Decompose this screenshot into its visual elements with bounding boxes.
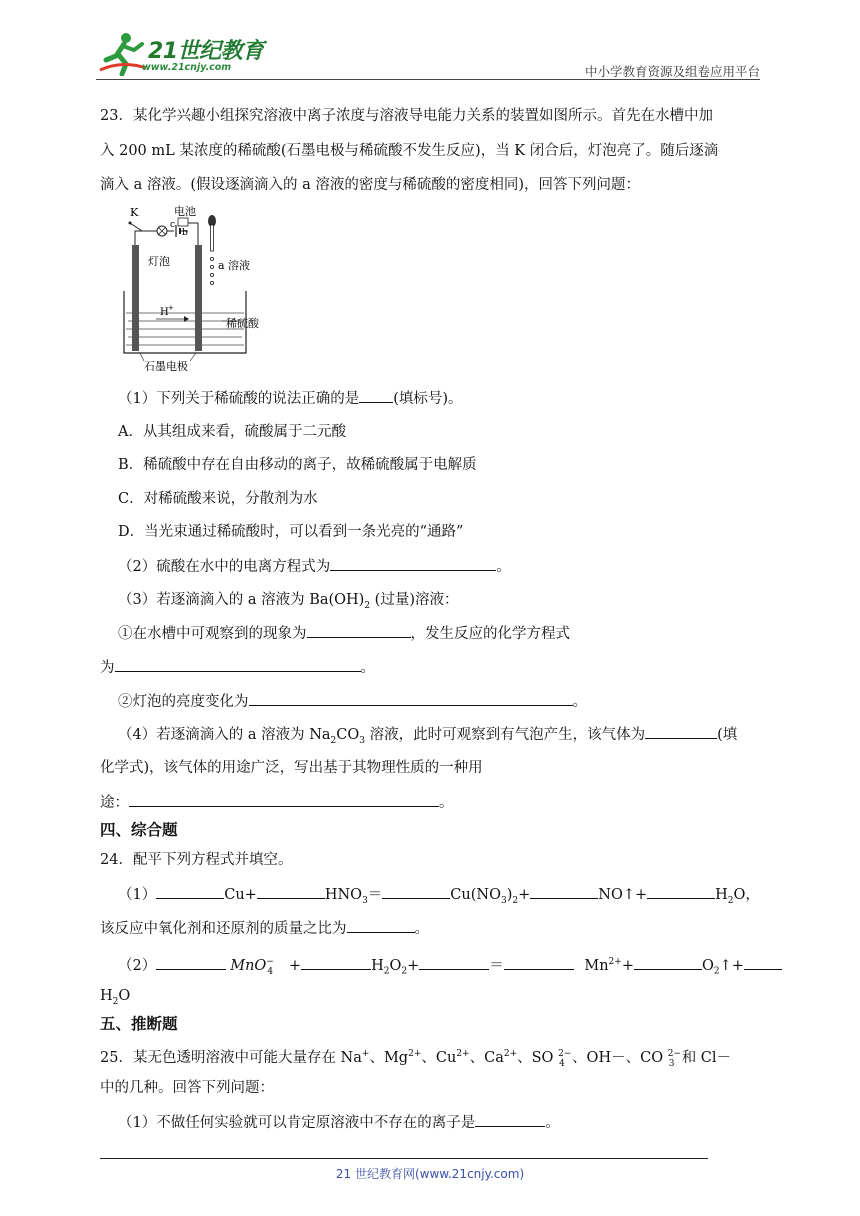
fig-label-c: c	[170, 220, 176, 230]
coefficient-blank[interactable]	[257, 884, 325, 899]
logo-text: 21世纪教育	[148, 39, 264, 64]
answer-blank[interactable]	[115, 657, 361, 672]
q23-line2: 入 200 mL 某浓度的稀硫酸(石墨电极与稀硫酸不发生反应)，当 K 闭合后，灯泡亮了。随后逐滴	[100, 143, 719, 159]
fig-label-h-charge: +	[168, 304, 174, 312]
answer-blank[interactable]	[475, 1112, 545, 1127]
fig-label-battery: 电池	[174, 205, 196, 218]
answer-blank[interactable]	[307, 623, 411, 638]
footer-divider	[100, 1158, 708, 1159]
q23-part4: （4）若逐滴滴入的 a 溶液为 $Na_2CO_3$ 溶液，此时可观察到有气泡产生，该气体为 (填	[118, 724, 737, 751]
q23-part3-1-cont: 为 。	[100, 657, 375, 678]
q25-part1: （1）不做任何实验就可以肯定原溶液中不存在的离子是 。	[118, 1112, 560, 1133]
option-a: A．从其组成来看，硫酸属于二元酸	[118, 424, 346, 440]
coefficient-blank[interactable]	[504, 955, 574, 970]
runner-icon	[96, 30, 148, 76]
answer-blank[interactable]	[359, 388, 393, 403]
answer-blank[interactable]	[347, 918, 415, 933]
q25-line2: 中的几种。回答下列问题：	[100, 1080, 274, 1096]
coefficient-blank[interactable]	[156, 884, 224, 899]
option-c: C．对稀硫酸来说，分散剂为水	[118, 491, 318, 507]
fig-label-bulb: 灯泡	[148, 255, 170, 268]
q23-part4-line2: 化学式)，该气体的用途广泛，写出基于其物理性质的一种用	[100, 760, 483, 776]
q23-part3: （3）若逐滴滴入的 a 溶液为 $Ba(OH)_2$ (过量)溶液：	[118, 592, 459, 611]
coefficient-blank[interactable]	[634, 955, 702, 970]
fig-label-acid: 稀硫酸	[226, 317, 259, 330]
coefficient-blank[interactable]	[530, 884, 598, 899]
q23-part1: （1）下列关于稀硫酸的说法正确的是 (填标号)。	[118, 388, 463, 409]
fig-label-h-ion: H	[160, 307, 169, 318]
conductivity-apparatus-diagram	[118, 203, 278, 375]
logo-url: www.21cnjy.com	[142, 62, 232, 73]
header-divider	[96, 79, 760, 80]
q23-part2: （2）硫酸在水中的电离方程式为 。	[118, 556, 511, 577]
coefficient-blank[interactable]	[382, 884, 450, 899]
option-b: B．稀硫酸中存在自由移动的离子，故稀硫酸属于电解质	[118, 457, 477, 473]
answer-blank[interactable]	[330, 556, 496, 571]
q25-stem: 25．某无色透明溶液中可能大量存在 Na+、$Mg^{2+}$、$Cu^{2+}$、$Ca^{2+}$、SO 2− 4 、OH－、CO 2− 3 和 Cl－	[100, 1049, 732, 1069]
coefficient-blank[interactable]	[301, 955, 371, 970]
answer-blank[interactable]	[645, 724, 717, 739]
q24-stem: 24．配平下列方程式并填空。	[100, 852, 293, 868]
fig-label-electrode: 石墨电极	[144, 360, 188, 373]
q23-part4-line3: 途： 。	[100, 792, 454, 813]
site-logo	[96, 30, 266, 78]
footer-link[interactable]: 21 世纪教育网(www.21cnjy.com)	[335, 1167, 525, 1181]
page-header	[96, 30, 760, 80]
answer-blank[interactable]	[129, 792, 439, 807]
q24-equation2: （2） MnO − 4 + $H_2O_2+ = Mn^{2+}+$ $O_2↑+$	[118, 952, 782, 982]
section-heading-5: 五、推断题	[100, 1015, 178, 1033]
fig-label-k: K	[130, 206, 139, 219]
fig-label-a-solution: a 溶液	[218, 259, 251, 272]
q24-equation2-line2: $H_2O$	[100, 988, 131, 1007]
fig-label-b: b	[182, 228, 188, 238]
coefficient-blank[interactable]	[647, 884, 715, 899]
coefficient-blank[interactable]	[744, 955, 782, 970]
q23-line3: 滴入 a 溶液。(假设逐滴滴入的 a 溶液的密度与稀硫酸的密度相同)，回答下列问题：	[100, 177, 641, 193]
platform-label: 中小学教育资源及组卷应用平台	[584, 64, 760, 79]
q23-line1: 23．某化学兴趣小组探究溶液中离子浓度与溶液导电能力关系的装置如图所示。首先在水槽中加	[100, 108, 713, 124]
q23-part3-2: ②灯泡的亮度变化为 。	[118, 691, 587, 712]
coefficient-blank[interactable]	[419, 955, 489, 970]
option-d: D．当光束通过稀硫酸时，可以看到一条光亮的“通路”	[118, 524, 464, 540]
answer-blank[interactable]	[249, 691, 573, 706]
q23-part3-1: ①在水槽中可观察到的现象为 ，发生反应的化学方程式	[118, 623, 570, 644]
q24-equation1-line2: 该反应中氧化剂和还原剂的质量之比为 。	[100, 918, 429, 939]
coefficient-blank[interactable]	[156, 955, 226, 970]
section-heading-4: 四、综合题	[100, 821, 178, 839]
q24-equation1: （1） $Cu+ HNO_3= Cu(NO_3)_2+$ NO↑+ $H_2O$，	[118, 884, 760, 911]
